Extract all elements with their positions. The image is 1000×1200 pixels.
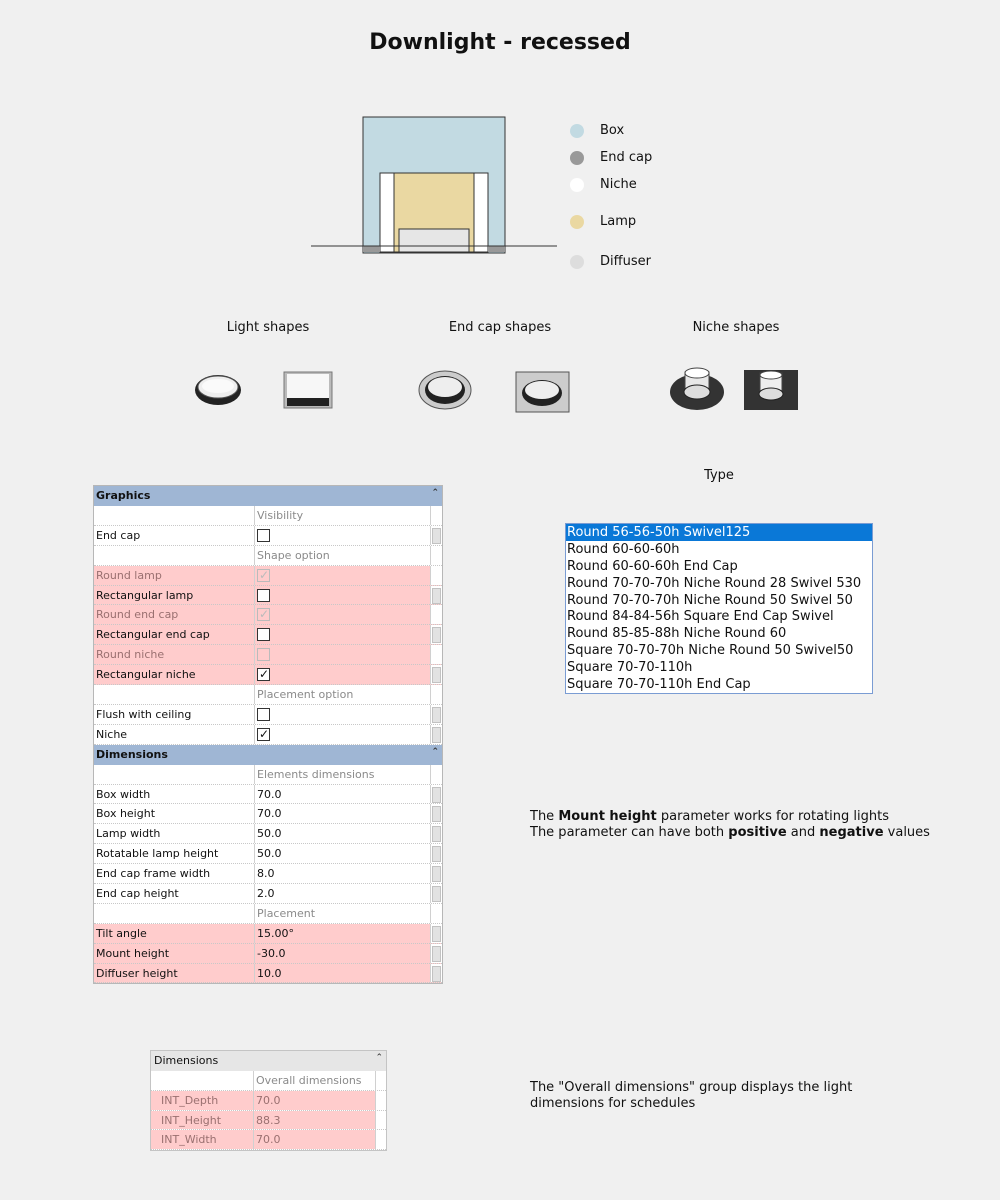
diffuser-height-value[interactable]: 10.0 <box>255 964 431 983</box>
type-list-item[interactable]: Square 70-70-110h <box>567 660 693 676</box>
overall-dimensions-grid <box>150 1050 387 1151</box>
round-end-cap-checkbox <box>257 608 270 621</box>
niche-right <box>474 173 488 252</box>
legend-item-lamp: Lamp <box>570 214 730 229</box>
rectangular-end-cap-checkbox[interactable] <box>257 628 270 641</box>
collapse-icon[interactable]: ⌃ <box>431 746 439 757</box>
property-row-mount-height: Mount height -30.0 <box>94 944 442 964</box>
property-row-end-cap: End cap <box>94 526 442 546</box>
property-row-end-cap-frame-width: End cap frame width 8.0 <box>94 864 442 884</box>
property-row-rectangular-lamp: Rectangular lamp <box>94 586 442 606</box>
row-button[interactable] <box>432 946 441 962</box>
box-height-value[interactable]: 70.0 <box>255 804 431 823</box>
type-list-item[interactable]: Square 70-70-70h Niche Round 50 Swivel50 <box>567 643 854 659</box>
niche-shapes-caption: Niche shapes <box>692 320 780 335</box>
property-row: Visibility <box>94 506 442 526</box>
collapse-icon[interactable]: ⌃ <box>375 1053 383 1063</box>
end-cap-height-value[interactable]: 2.0 <box>255 884 431 903</box>
niche-left <box>380 173 394 252</box>
property-row: Placement <box>94 904 442 924</box>
rectangular-end-cap-shape-icon <box>515 371 570 413</box>
check-icon: ✓ <box>259 726 270 741</box>
type-list-item[interactable]: Round 70-70-70h Niche Round 50 Swivel 50 <box>567 592 853 608</box>
mount-height-note: The Mount height parameter works for rotating lights The parameter can have both positive and negative values <box>530 809 930 840</box>
round-niche-shape-icon <box>668 366 726 411</box>
type-list-item[interactable]: Square 70-70-110h End Cap <box>567 677 751 693</box>
end-cap-left <box>363 246 380 252</box>
rectangular-niche-checkbox[interactable] <box>257 668 270 681</box>
legend-swatch <box>570 255 584 269</box>
property-row: Overall dimensions <box>151 1071 386 1091</box>
property-row-round-lamp: Round lamp ✓ <box>94 566 442 586</box>
property-row-lamp-width: Lamp width 50.0 <box>94 824 442 844</box>
overall-dimensions-header[interactable]: Dimensions ⌃ <box>151 1051 386 1071</box>
collapse-icon[interactable]: ⌃ <box>431 488 439 498</box>
graphics-group-header[interactable]: Graphics ⌃ <box>94 486 442 506</box>
round-lamp-shape-icon <box>192 370 244 410</box>
row-button[interactable] <box>432 528 441 544</box>
property-row-rectangular-niche: Rectangular niche ✓ <box>94 665 442 685</box>
box-width-value[interactable]: 70.0 <box>255 785 431 804</box>
check-icon: ✓ <box>259 607 270 622</box>
row-button[interactable] <box>432 667 441 683</box>
round-end-cap-shape-icon <box>417 369 473 411</box>
property-row-flush-with-ceiling: Flush with ceiling <box>94 705 442 725</box>
property-row-tilt-angle: Tilt angle 15.00° <box>94 924 442 944</box>
type-list-item[interactable]: Round 56-56-50h Swivel125 <box>566 524 872 541</box>
light-shapes-caption: Light shapes <box>226 320 310 335</box>
rectangular-lamp-checkbox[interactable] <box>257 589 270 602</box>
property-row-diffuser-height: Diffuser height 10.0 <box>94 964 442 984</box>
property-row-rectangular-end-cap: Rectangular end cap <box>94 625 442 645</box>
type-list-item[interactable]: Round 84-84-56h Square End Cap Swivel <box>567 609 834 625</box>
property-row-box-height: Box height 70.0 <box>94 804 442 824</box>
type-list-item[interactable]: Round 85-85-88h Niche Round 60 <box>567 626 787 642</box>
check-icon: ✓ <box>259 567 270 582</box>
type-list-item[interactable]: Round 60-60-60h <box>567 541 680 557</box>
property-row-rotatable-lamp-height: Rotatable lamp height 50.0 <box>94 844 442 864</box>
row-button[interactable] <box>432 727 441 743</box>
property-row-int-width: INT_Width 70.0 <box>151 1130 386 1150</box>
row-button[interactable] <box>432 846 441 862</box>
check-icon: ✓ <box>259 667 270 682</box>
diffuser-shape <box>399 229 469 252</box>
end-cap-frame-width-value[interactable]: 8.0 <box>255 864 431 883</box>
row-button[interactable] <box>432 966 441 982</box>
legend-swatch <box>570 124 584 138</box>
overall-dimensions-note: The "Overall dimensions" group displays the light dimensions for schedules <box>530 1080 853 1111</box>
rotatable-lamp-height-value[interactable]: 50.0 <box>255 844 431 863</box>
flush-with-ceiling-checkbox[interactable] <box>257 708 270 721</box>
type-list-item[interactable]: Round 60-60-60h End Cap <box>567 558 738 574</box>
niche-checkbox[interactable] <box>257 728 270 741</box>
tilt-angle-value[interactable]: 15.00° <box>255 924 431 943</box>
row-button[interactable] <box>432 707 441 723</box>
property-row: Shape option <box>94 546 442 566</box>
legend-item-box: Box <box>570 123 730 138</box>
property-row-round-end-cap: Round end cap ✓ <box>94 605 442 625</box>
type-label: Type <box>704 468 734 483</box>
round-lamp-checkbox <box>257 569 270 582</box>
legend-swatch <box>570 151 584 165</box>
dimensions-group-header[interactable]: Dimensions ⌃ <box>94 745 442 765</box>
rectangular-lamp-shape-icon <box>283 371 333 409</box>
property-row-int-height: INT_Height 88.3 <box>151 1111 386 1131</box>
end-cap-checkbox[interactable] <box>257 529 270 542</box>
row-button[interactable] <box>432 886 441 902</box>
property-row-int-depth: INT_Depth 70.0 <box>151 1091 386 1111</box>
mount-height-value[interactable]: -30.0 <box>255 944 431 963</box>
cross-section-diagram <box>305 110 560 255</box>
property-row-box-width: Box width 70.0 <box>94 785 442 805</box>
legend-item-niche: Niche <box>570 177 730 192</box>
legend-item-end-cap: End cap <box>570 150 730 165</box>
lamp-width-value[interactable]: 50.0 <box>255 824 431 843</box>
property-row-round-niche: Round niche <box>94 645 442 665</box>
property-row-niche: Niche ✓ <box>94 725 442 745</box>
type-listbox[interactable] <box>565 523 873 694</box>
properties-grid <box>93 485 443 984</box>
round-niche-checkbox <box>257 648 270 661</box>
row-button[interactable] <box>432 588 441 604</box>
page-title: Downlight - recessed <box>369 30 631 55</box>
row-button[interactable] <box>432 866 441 882</box>
legend-swatch <box>570 178 584 192</box>
end-cap-right <box>488 246 505 252</box>
rectangular-niche-shape-icon <box>743 369 799 411</box>
row-button[interactable] <box>432 806 441 822</box>
property-row-end-cap-height: End cap height 2.0 <box>94 884 442 904</box>
property-row: Placement option <box>94 685 442 705</box>
row-button[interactable] <box>432 826 441 842</box>
end-cap-shapes-caption: End cap shapes <box>448 320 552 335</box>
row-button[interactable] <box>432 926 441 942</box>
legend-item-diffuser: Diffuser <box>570 254 730 269</box>
row-button[interactable] <box>432 787 441 803</box>
row-button[interactable] <box>432 627 441 643</box>
legend-swatch <box>570 215 584 229</box>
property-row: Elements dimensions <box>94 765 442 785</box>
type-list-item[interactable]: Round 70-70-70h Niche Round 28 Swivel 530 <box>567 575 862 591</box>
